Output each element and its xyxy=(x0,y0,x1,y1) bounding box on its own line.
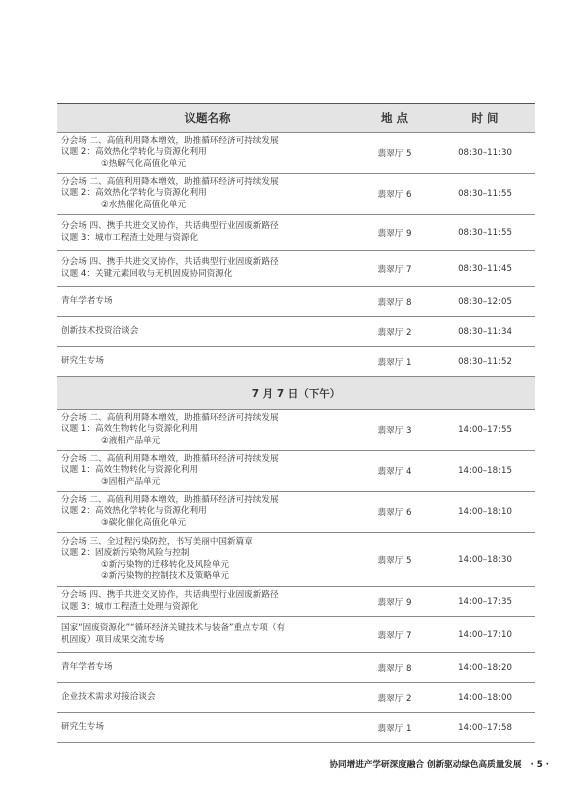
topic-line: 议题 2：高效热化学转化与资源化利用 xyxy=(61,147,207,158)
topic-line: 分会场 二、高值利用降本增效，助推循环经济可持续发展 xyxy=(61,454,279,465)
place-cell: 翡翠厅 1 xyxy=(377,357,412,368)
page-number: · 5 · xyxy=(530,760,549,770)
topic-line: 分会场 二、高值利用降本增效，助推循环经济可持续发展 xyxy=(61,177,279,188)
table-row xyxy=(57,587,535,617)
topic-cell xyxy=(57,722,354,733)
table-row xyxy=(57,451,535,492)
topic-cell xyxy=(57,326,354,337)
topic-line: 分会场 四、携手共进交叉协作，共话典型行业固废新路径 xyxy=(61,257,279,268)
place-cell: 翡翠厅 7 xyxy=(377,264,412,275)
morning-section xyxy=(57,133,535,377)
topic-line: 分会场 二、高值利用降本增效，助推循环经济可持续发展 xyxy=(61,413,279,424)
topic-line: ③碳化催化高值化单元 xyxy=(101,517,187,528)
topic-line: 分会场 二、高值利用降本增效，助推循环经济可持续发展 xyxy=(61,136,279,147)
afternoon-section xyxy=(57,410,535,743)
time-cell: 14:00–17:35 xyxy=(458,596,512,607)
topic-line: 创新技术投资洽谈会 xyxy=(61,325,139,336)
topic-line: 议题 3：城市工程渣土处理与资源化 xyxy=(61,232,199,243)
topic-cell xyxy=(57,692,354,703)
place-cell: 翡翠厅 2 xyxy=(377,693,412,704)
place-cell: 翡翠厅 8 xyxy=(377,297,412,308)
schedule-table xyxy=(57,103,535,743)
afternoon-section-header xyxy=(57,377,535,410)
time-cell: 08:30–11:52 xyxy=(458,356,512,367)
topic-cell xyxy=(57,136,354,170)
topic-line: ②水热催化高值化单元 xyxy=(101,199,187,210)
time-cell: 08:30–11:55 xyxy=(458,189,512,199)
table-row xyxy=(57,617,535,653)
table-row xyxy=(57,653,535,683)
time-cell: 14:00–18:00 xyxy=(458,692,512,703)
topic-cell xyxy=(57,662,354,673)
place-cell: 翡翠厅 6 xyxy=(377,508,412,518)
place-cell: 翡翠厅 9 xyxy=(377,228,412,239)
place-cell: 翡翠厅 5 xyxy=(377,149,412,159)
topic-line: 机固废）项目成果交流专场 xyxy=(61,634,165,645)
topic-cell xyxy=(57,413,354,447)
table-row xyxy=(57,683,535,713)
topic-cell xyxy=(57,296,354,307)
time-cell: 14:00–18:30 xyxy=(458,554,512,565)
table-row xyxy=(57,533,535,587)
topic-line: 分会场 四、携手共进交叉协作，共话典型行业固废新路径 xyxy=(61,221,279,232)
time-cell: 14:00–17:10 xyxy=(458,629,512,640)
place-cell: 翡翠厅 2 xyxy=(377,327,412,338)
topic-line: ③固相产品单元 xyxy=(101,476,161,487)
afternoon-title: 7 月 7 日（下午） xyxy=(251,387,341,400)
table-row xyxy=(57,251,535,287)
topic-line: ①热解气化高值化单元 xyxy=(101,158,187,169)
topic-line: ②新污染物的控制技术及策略单元 xyxy=(101,570,230,581)
topic-line: ②液相产品单元 xyxy=(101,435,161,446)
table-row xyxy=(57,133,535,174)
topic-line: 议题 2：固废新污染物风险与控制 xyxy=(61,548,190,559)
place-cell: 翡翠厅 7 xyxy=(377,630,412,641)
time-cell: 08:30–11:45 xyxy=(458,263,512,274)
topic-line: 议题 2：高效热化学转化与资源化利用 xyxy=(61,188,207,199)
place-cell: 翡翠厅 8 xyxy=(377,663,412,674)
topic-cell xyxy=(57,177,354,211)
place-cell: 翡翠厅 5 xyxy=(377,555,412,566)
topic-line: 国家“固废资源化”“循环经济关键技术与装备”重点专项（有 xyxy=(61,623,286,634)
time-cell: 08:30–11:55 xyxy=(458,227,512,238)
place-cell: 翡翠厅 9 xyxy=(377,597,412,608)
table-row xyxy=(57,287,535,317)
topic-line: 分会场 三、全过程污染防控，书写美丽中国新篇章 xyxy=(61,536,253,547)
table-header xyxy=(57,104,535,133)
topic-line: 企业技术需求对接洽谈会 xyxy=(61,691,156,702)
topic-line: ①新污染物的迁移转化及风险单元 xyxy=(101,559,230,570)
time-cell: 08:30–12:05 xyxy=(458,296,512,307)
topic-line: 议题 2：高效热化学转化与资源化利用 xyxy=(61,506,207,517)
topic-line: 议题 4：关键元素回收与无机固废协同资源化 xyxy=(61,268,233,279)
topic-line: 研究生专场 xyxy=(61,355,104,366)
topic-cell xyxy=(57,537,354,582)
time-cell: 14:00–17:58 xyxy=(458,722,512,733)
time-cell: 14:00–17:55 xyxy=(458,425,512,435)
topic-line: 分会场 二、高值利用降本增效，助推循环经济可持续发展 xyxy=(61,495,279,506)
place-cell: 翡翠厅 3 xyxy=(377,426,412,436)
place-cell: 翡翠厅 6 xyxy=(377,190,412,200)
place-cell: 翡翠厅 1 xyxy=(377,723,412,734)
footer-slogan: 协同增进产学研深度融合 创新驱动绿色高质量发展 xyxy=(329,760,522,770)
topic-cell xyxy=(57,495,354,529)
table-row xyxy=(57,347,535,377)
time-cell: 14:00–18:10 xyxy=(458,507,512,517)
time-cell: 14:00–18:15 xyxy=(458,466,512,476)
topic-cell xyxy=(57,590,354,613)
time-cell: 08:30–11:34 xyxy=(458,326,512,337)
time-cell: 14:00–18:20 xyxy=(458,662,512,673)
topic-line: 议题 1：高效生物转化与资源化利用 xyxy=(61,465,199,476)
table-row xyxy=(57,713,535,743)
header-time: 时 间 xyxy=(471,111,499,125)
topic-cell xyxy=(57,221,354,244)
table-row xyxy=(57,410,535,451)
topic-line: 青年学者专场 xyxy=(61,295,113,306)
header-topic: 议题名称 xyxy=(184,111,231,125)
topic-cell xyxy=(57,257,354,280)
topic-line: 青年学者专场 xyxy=(61,661,113,672)
table-row xyxy=(57,492,535,533)
topic-cell xyxy=(57,454,354,488)
topic-line: 研究生专场 xyxy=(61,721,104,732)
page-footer xyxy=(329,758,549,770)
topic-cell xyxy=(57,623,354,646)
topic-line: 议题 1：高效生物转化与资源化利用 xyxy=(61,424,199,435)
table-row xyxy=(57,317,535,347)
table-row xyxy=(57,215,535,251)
topic-cell xyxy=(57,356,354,367)
time-cell: 08:30–11:30 xyxy=(458,148,512,158)
table-row xyxy=(57,174,535,215)
topic-line: 分会场 四、携手共进交叉协作，共话典型行业固废新路径 xyxy=(61,590,279,601)
place-cell: 翡翠厅 4 xyxy=(377,467,412,477)
header-place: 地 点 xyxy=(380,111,408,125)
topic-line: 议题 3：城市工程渣土处理与资源化 xyxy=(61,601,199,612)
